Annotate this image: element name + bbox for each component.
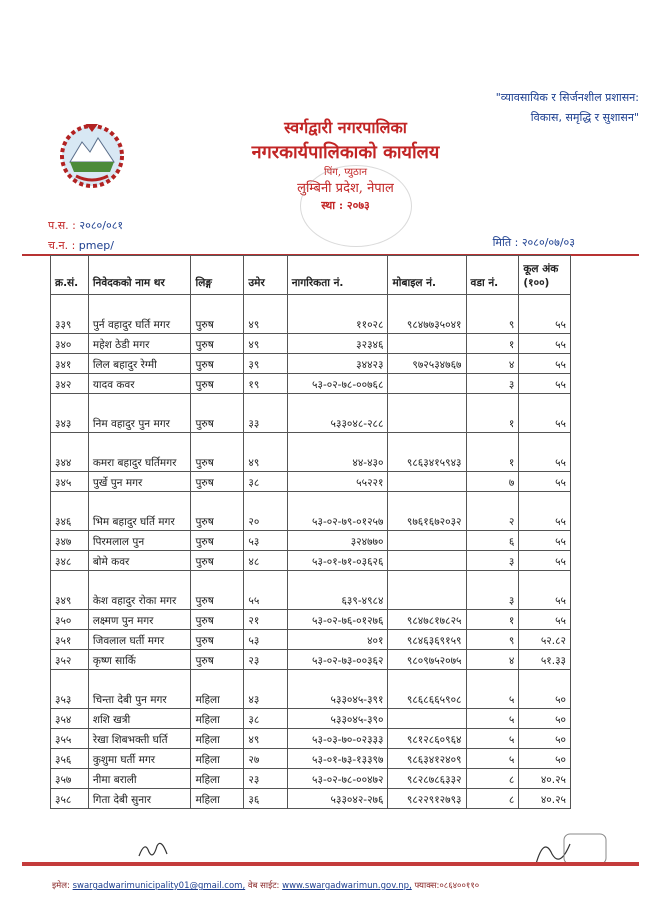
cell-citizenship: ५३३०४५-३९१ <box>287 670 388 709</box>
cell-citizenship: ५५२२१ <box>287 472 388 492</box>
cell-sn: ३४६ <box>51 492 89 531</box>
cell-age: ४८ <box>244 551 287 571</box>
cell-sn: ३५८ <box>51 789 89 809</box>
email-link[interactable]: swargadwarimunicipality01@gmail.com, <box>72 881 246 891</box>
cell-score: ५५ <box>519 334 571 354</box>
cell-ward: १ <box>466 334 519 354</box>
cell-age: १९ <box>244 374 287 394</box>
cell-mobile <box>388 334 466 354</box>
cell-citizenship: ५३-०२-७८-००७६८ <box>287 374 388 394</box>
cell-citizenship: ३२४७७० <box>287 531 388 551</box>
cell-gender: पुरुष <box>191 492 244 531</box>
cell-age: ४९ <box>244 295 287 334</box>
cell-gender: पुरुष <box>191 374 244 394</box>
cell-ward: ३ <box>466 551 519 571</box>
cell-sn: ३५३ <box>51 670 89 709</box>
cell-name: चिन्ता देबी पुन मगर <box>88 670 191 709</box>
cell-name: बोमे कवर <box>88 551 191 571</box>
cell-ward: ५ <box>466 729 519 749</box>
cell-name: केश वहादुर रोका मगर <box>88 571 191 610</box>
dispatch-number <box>48 238 114 253</box>
office-place: पिंग, प्युठान <box>323 167 368 178</box>
cell-citizenship: ६३९-४९८४ <box>287 571 388 610</box>
cell-ward: ४ <box>466 650 519 670</box>
cell-age: ३६ <box>244 789 287 809</box>
col-age: उमेर <box>244 256 287 295</box>
cell-score: ५५ <box>519 571 571 610</box>
cell-age: ४९ <box>244 729 287 749</box>
cell-age: ४९ <box>244 433 287 472</box>
cell-mobile <box>388 531 466 551</box>
cell-score: ५० <box>519 749 571 769</box>
cell-age: २१ <box>244 610 287 630</box>
table-row <box>51 650 571 670</box>
cell-sn: ३४५ <box>51 472 89 492</box>
cell-citizenship: ३२३४६ <box>287 334 388 354</box>
table-row <box>51 551 571 571</box>
cell-name: कमरा बहादुर घर्तिमगर <box>88 433 191 472</box>
col-sn: क्र.सं. <box>51 256 89 295</box>
cell-citizenship: ५३-०२-७३-००३६२ <box>287 650 388 670</box>
cell-gender: महिला <box>191 709 244 729</box>
cell-mobile <box>388 551 466 571</box>
col-score: कूल अंक (१००) <box>519 256 571 295</box>
cell-mobile: ९७२५३४७६७ <box>388 354 466 374</box>
cell-ward: ५ <box>466 709 519 729</box>
cell-ward: ३ <box>466 571 519 610</box>
cell-sn: ३४८ <box>51 551 89 571</box>
cell-citizenship: ११०२८ <box>287 295 388 334</box>
website-label: वेब साईट: <box>247 881 280 891</box>
cell-citizenship: ५३३०४८-२८८ <box>287 394 388 433</box>
cell-name: कृष्ण सार्कि <box>88 650 191 670</box>
cell-gender: पुरुष <box>191 630 244 650</box>
cell-age: ५५ <box>244 571 287 610</box>
cell-gender: पुरुष <box>191 650 244 670</box>
cell-name: महेश ठेडी मगर <box>88 334 191 354</box>
cell-age: २३ <box>244 769 287 789</box>
cell-sn: ३४७ <box>51 531 89 551</box>
table-row <box>51 531 571 551</box>
nepal-emblem-icon <box>56 118 128 190</box>
cell-age: ३८ <box>244 472 287 492</box>
cell-name: पुर्न वहादुर घर्ति मगर <box>88 295 191 334</box>
cell-score: ५५ <box>519 433 571 472</box>
table-row <box>51 789 571 809</box>
stamp-mark <box>300 165 412 247</box>
cell-score: ४०.२५ <box>519 789 571 809</box>
website-link[interactable]: www.swargadwarimun.gov.np, <box>282 881 412 891</box>
cell-gender: पुरुष <box>191 433 244 472</box>
cell-gender: महिला <box>191 789 244 809</box>
table-row <box>51 433 571 472</box>
cell-name: नीमा बराली <box>88 769 191 789</box>
cell-score: ५५ <box>519 492 571 531</box>
cell-ward: ५ <box>466 670 519 709</box>
cell-name: कुशुमा घर्ती मगर <box>88 749 191 769</box>
col-name: निवेदकको नाम थर <box>88 256 191 295</box>
slogan-line1: "व्यावसायिक र सिर्जनशील प्रशासन: <box>495 91 639 104</box>
cell-mobile: ९८४६३६९१५९ <box>388 630 466 650</box>
cell-name: जिवलाल घर्ती मगर <box>88 630 191 650</box>
cell-name: रेखा शिबभक्ती घर्ति <box>88 729 191 749</box>
cell-age: ५३ <box>244 531 287 551</box>
cell-citizenship: ५३-०१-७३-१३३९७ <box>287 749 388 769</box>
cell-score: ५० <box>519 670 571 709</box>
email-label: इमेल: <box>52 881 70 891</box>
table-row <box>51 374 571 394</box>
cell-citizenship: ४४-४३० <box>287 433 388 472</box>
cell-age: ५३ <box>244 630 287 650</box>
office-province: लुम्बिनी प्रदेश, नेपाल <box>297 181 394 196</box>
cell-gender: पुरुष <box>191 472 244 492</box>
cell-age: २० <box>244 492 287 531</box>
cell-gender: पुरुष <box>191 354 244 374</box>
cell-gender: पुरुष <box>191 295 244 334</box>
cell-ward: ४ <box>466 354 519 374</box>
cell-name: लक्ष्मण पुन मगर <box>88 610 191 630</box>
cell-mobile: ९८२८७८६३३२ <box>388 769 466 789</box>
cell-citizenship: ३४४२३ <box>287 354 388 374</box>
footer-rule <box>22 862 639 866</box>
cell-ward: २ <box>466 492 519 531</box>
cell-mobile: ९८१२८६०९६४ <box>388 729 466 749</box>
cell-score: ५० <box>519 709 571 729</box>
table-row <box>51 354 571 374</box>
applicant-table <box>50 255 571 809</box>
cell-score: ५२.८२ <box>519 630 571 650</box>
cell-sn: ३५६ <box>51 749 89 769</box>
cell-score: ५५ <box>519 374 571 394</box>
cell-citizenship: ५३३०४५-३९० <box>287 709 388 729</box>
cell-ward: ९ <box>466 630 519 650</box>
fiscal-year <box>48 218 123 233</box>
slogan-line2: विकास, समृद्धि र सुशासन" <box>530 111 639 124</box>
cell-citizenship: ५३-०२-७९-०१२५७ <box>287 492 388 531</box>
cell-ward: १ <box>466 433 519 472</box>
table-row <box>51 394 571 433</box>
cell-sn: ३४९ <box>51 571 89 610</box>
dispatch-label: च.न. : <box>48 239 76 252</box>
cell-ward: ८ <box>466 789 519 809</box>
cell-gender: महिला <box>191 670 244 709</box>
cell-sn: ३५० <box>51 610 89 630</box>
office-type: नगरकार्यपालिकाको कार्यालय <box>251 142 440 163</box>
table-row <box>51 630 571 650</box>
cell-mobile <box>388 374 466 394</box>
cell-citizenship: ५३३०४२-२७६ <box>287 789 388 809</box>
cell-name: पिरमलाल पुन <box>88 531 191 551</box>
fiscal-year-label: प.स. : <box>48 219 76 232</box>
cell-mobile: ९८२२९१२७९३ <box>388 789 466 809</box>
cell-gender: पुरुष <box>191 531 244 551</box>
cell-mobile: ९८६८६६५९०८ <box>388 670 466 709</box>
cell-sn: ३४३ <box>51 394 89 433</box>
cell-mobile: ९८६३४१५९४३ <box>388 433 466 472</box>
date-label: मिति : <box>492 236 519 249</box>
cell-age: ४९ <box>244 334 287 354</box>
cell-age: ४३ <box>244 670 287 709</box>
cell-age: ३३ <box>244 394 287 433</box>
cell-gender: पुरुष <box>191 394 244 433</box>
cell-name: यादव कवर <box>88 374 191 394</box>
cell-ward: ९ <box>466 295 519 334</box>
cell-sn: ३५७ <box>51 769 89 789</box>
table-row <box>51 571 571 610</box>
cell-score: ५५ <box>519 531 571 551</box>
signature-mark <box>135 838 171 862</box>
cell-sn: ३४२ <box>51 374 89 394</box>
cell-mobile <box>388 394 466 433</box>
cell-score: ४०.२५ <box>519 769 571 789</box>
cell-mobile: ९८६३४१२४०९ <box>388 749 466 769</box>
phone-label: फ्याक्स:०८६४००११० <box>414 881 480 891</box>
cell-score: ५५ <box>519 295 571 334</box>
cell-age: ३९ <box>244 354 287 374</box>
table-row <box>51 492 571 531</box>
cell-score: ५५ <box>519 354 571 374</box>
cell-sn: ३५१ <box>51 630 89 650</box>
cell-mobile: ९८४७८१७८२५ <box>388 610 466 630</box>
cell-citizenship: ५३-०३-७०-०२३३३ <box>287 729 388 749</box>
footer-contact <box>52 880 479 891</box>
office-established: स्था : २०७३ <box>321 199 370 212</box>
cell-mobile: ९७६१६७२०३२ <box>388 492 466 531</box>
issue-date <box>493 235 575 250</box>
cell-gender: महिला <box>191 749 244 769</box>
cell-name: शशि खत्री <box>88 709 191 729</box>
col-ward: वडा नं. <box>466 256 519 295</box>
cell-citizenship: ४०१ <box>287 630 388 650</box>
date-value: २०८०/०७/०३ <box>521 236 575 249</box>
cell-citizenship: ५३-०१-७१-०३६२६ <box>287 551 388 571</box>
cell-gender: पुरुष <box>191 551 244 571</box>
table-row <box>51 729 571 749</box>
cell-sn: ३३९ <box>51 295 89 334</box>
cell-gender: महिला <box>191 729 244 749</box>
cell-sn: ३४१ <box>51 354 89 374</box>
cell-ward: ७ <box>466 472 519 492</box>
cell-ward: ३ <box>466 374 519 394</box>
cell-gender: पुरुष <box>191 334 244 354</box>
cell-mobile: ९८४७७३५०४१ <box>388 295 466 334</box>
cell-sn: ३५५ <box>51 729 89 749</box>
cell-score: ५१.३३ <box>519 650 571 670</box>
cell-score: ५५ <box>519 551 571 571</box>
office-name: स्वर्गद्वारी नगरपालिका <box>284 118 407 137</box>
col-gender: लिङ्ग <box>191 256 244 295</box>
cell-ward: ६ <box>466 531 519 551</box>
cell-citizenship: ५३-०२-७६-०१२७६ <box>287 610 388 630</box>
col-citizenship: नागरिकता नं. <box>287 256 388 295</box>
cell-name: भिम बहादुर घर्ति मगर <box>88 492 191 531</box>
fiscal-year-value: २०८०/०८१ <box>79 219 124 232</box>
cell-gender: पुरुष <box>191 610 244 630</box>
cell-ward: ८ <box>466 769 519 789</box>
table-header-row <box>51 256 571 295</box>
cell-mobile <box>388 709 466 729</box>
table-row <box>51 610 571 630</box>
table-row <box>51 749 571 769</box>
cell-sn: ३४० <box>51 334 89 354</box>
cell-sn: ३५४ <box>51 709 89 729</box>
cell-mobile <box>388 571 466 610</box>
cell-age: २७ <box>244 749 287 769</box>
table-row <box>51 295 571 334</box>
cell-score: ५० <box>519 729 571 749</box>
table-row <box>51 769 571 789</box>
cell-age: २३ <box>244 650 287 670</box>
cell-ward: १ <box>466 394 519 433</box>
col-mobile: मोबाइल नं. <box>388 256 466 295</box>
cell-gender: पुरुष <box>191 571 244 610</box>
cell-mobile <box>388 472 466 492</box>
cell-score: ५५ <box>519 394 571 433</box>
cell-name: लिल बहादुर रेग्मी <box>88 354 191 374</box>
cell-score: ५५ <box>519 472 571 492</box>
dispatch-value: pmep/ <box>78 239 114 252</box>
cell-sn: ३४४ <box>51 433 89 472</box>
cell-age: ३८ <box>244 709 287 729</box>
table-row <box>51 670 571 709</box>
cell-gender: महिला <box>191 769 244 789</box>
cell-ward: ५ <box>466 749 519 769</box>
table-row <box>51 709 571 729</box>
cell-name: गिता देबी सुनार <box>88 789 191 809</box>
cell-name: पुर्खे पुन मगर <box>88 472 191 492</box>
cell-score: ५५ <box>519 610 571 630</box>
cell-name: निम वहादुर पुन मगर <box>88 394 191 433</box>
cell-citizenship: ५३-०२-७८-००४७२ <box>287 769 388 789</box>
cell-mobile: ९८०९७५२०७५ <box>388 650 466 670</box>
table-row <box>51 472 571 492</box>
table-row <box>51 334 571 354</box>
cell-ward: १ <box>466 610 519 630</box>
cell-sn: ३५२ <box>51 650 89 670</box>
